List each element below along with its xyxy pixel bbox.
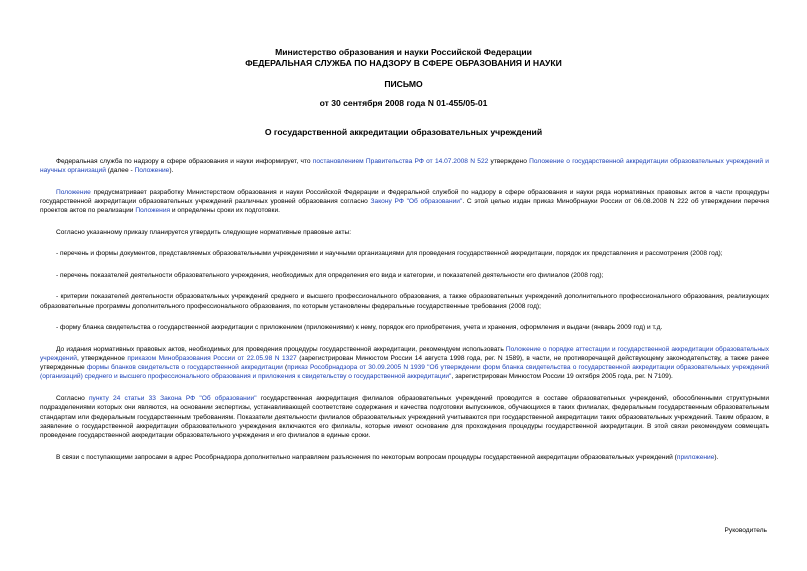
link-regulation[interactable]: Положение bbox=[56, 188, 91, 196]
paragraph-5: - перечень показателей деятельности образовательного учреждения, необходимых для определения его вида и категории, и показателей деятельности его филиалов (2008 год); bbox=[56, 271, 604, 279]
paragraph-6: - критерии показателей деятельности образовательных учреждений среднего и высшего профессионального образования, а также образовательных учреждений дополнительного профессионального образования, реализующих образовательные программы дополнительного профессионального образования, по которым установлены федеральные государственные требования (2008 год); bbox=[40, 293, 769, 310]
document-type: ПИСЬМО bbox=[384, 79, 423, 89]
link-law-article[interactable]: пункту 24 статьи 33 Закона РФ "Об образовании" bbox=[88, 394, 257, 402]
document-subject: О государственной аккредитации образовательных учреждений bbox=[264, 127, 543, 137]
service-name: ФЕДЕРАЛЬНАЯ СЛУЖБА ПО НАДЗОРУ В СФЕРЕ ОБРАЗОВАНИЯ И НАУКИ bbox=[245, 57, 562, 68]
document-body bbox=[40, 157, 769, 474]
link-regulation-genitive[interactable]: Положения bbox=[135, 207, 171, 215]
paragraph-1: Федеральная служба по надзору в сфере образования и науки информирует, что постановлением Правительства РФ от 14.07.2008 N 522 утверждено Положение о государственной аккредитации образовательных учреждений и научных организаций (далее - Положение). bbox=[40, 158, 769, 175]
link-appendix[interactable]: приложение bbox=[676, 453, 715, 461]
paragraph-7: - форму бланка свидетельства о государственной аккредитации с приложением (приложениями) к нему, порядок его приобретения, учета и хранения, оформления и выдачи (январь 2009 год) и т.д. bbox=[56, 324, 663, 332]
paragraph-4: - перечень и формы документов, представляемых образовательными учреждениями и научными организациями для проведения государственной аккредитации, порядок их представления и рассмотрения (2008 год); bbox=[56, 250, 723, 258]
paragraph-3: Согласно указанному приказу планируется утвердить следующие нормативные правовые акты: bbox=[56, 228, 352, 236]
link-government-decree[interactable]: постановлением Правительства РФ от 14.07.2008 N 522 bbox=[312, 158, 489, 165]
ministry-name: Министерство образования и науки Российской Федерации bbox=[275, 47, 532, 57]
paragraph-10: В связи с поступающими запросами в адрес Рособрнадзора дополнительно направляем разъяснения по некоторым вопросам процедуры государственной аккредитации образовательных учреждений (приложение). bbox=[56, 453, 719, 461]
link-accreditation-regulation[interactable]: Положение о государственной аккредитации образовательных учреждений и научных организаций bbox=[40, 158, 769, 175]
document-date: от 30 сентября 2008 года N 01-455/05-01 bbox=[319, 98, 488, 108]
paragraph-9: Согласно пункту 24 статьи 33 Закона РФ "Об образовании" государственная аккредитация филиалов образовательных учреждений проводится в составе образовательных учреждений, обособленными структурными подразделениями которых они являются, на основании экспертизы, устанавливающей соответствие содержания и качества подготовки выпускников, обучающихся в таких филиалах, федеральным государственным образовательным стандартам или федеральным государственным требованиям. Показатели деятельности филиалов образовательных учреждений учитываются при государственной аккредитации таких образовательных учреждений. Таким образом, в заявление о государственной аккредитации образовательного учреждения включаются его филиалы, которые имеют основание для прохождения процедуры государственной аккредитации. В этой связи рекомендуем совмещать проведение государственной аккредитации образовательного учреждения и его филиалов в единые сроки. bbox=[40, 394, 770, 440]
link-regulation-short[interactable]: Положение bbox=[134, 167, 170, 175]
link-rosobrnadzor-order[interactable]: приказ Рособрнадзора от 30.09.2005 N 1939 "Об утверждении форм бланка свидетельства о государственной аккредитации образовательных учреждений (организаций) среднего и высшего профессионального образования и приложения к свидетельству о государственной аккредитации" bbox=[40, 364, 770, 381]
paragraph-2: Положение предусматривает разработку Министерством образования и науки Российской Федерации и Федеральной службой по надзору в сфере образования и науки ряда нормативных правовых актов в части процедуры государственной аккредитации образовательных учреждений различных уровней образования согласно Закону РФ "Об образовании". С этой целью издан приказ Минобрнауки России от 06.08.2008 N 222 об утверждении перечня проектов актов по реализации Положения и определены сроки их подготовки. bbox=[40, 188, 769, 215]
link-attestation-regulation[interactable]: Положение о порядке аттестации и государственной аккредитации образовательных учреждений bbox=[40, 345, 770, 362]
link-ministry-order[interactable]: приказом Минобразования России от 22.05.98 N 1327 bbox=[127, 354, 297, 362]
link-education-law[interactable]: Закону РФ "Об образовании" bbox=[370, 198, 463, 206]
paragraph-8: До издания нормативных правовых актов, необходимых для проведения процедуры государственной аккредитации, рекомендуем использовать Положение о порядке аттестации и государственной аккредитации образовательных учреждений, утвержденное приказом Минобразования России от 22.05.98 N 1327 (зарегистрирован Минюстом России 14 августа 1998 года, рег. N 1589), в части, не противоречащей действующему законодательству, а также ранее утвержденные формы бланков свидетельств о государственной аккредитации (приказ Рособрнадзора от 30.09.2005 N 1939 "Об утверждении форм бланка свидетельства о государственной аккредитации образовательных учреждений (организаций) среднего и высшего профессионального образования и приложения к свидетельству о государственной аккредитации", зарегистрирован Минюстом России 19 октября 2005 года, рег. N 7109). bbox=[40, 345, 770, 381]
issuer-header bbox=[40, 47, 767, 68]
signature-title: Руководитель bbox=[724, 527, 767, 534]
link-certificate-forms[interactable]: формы бланков свидетельств о государственной аккредитации bbox=[86, 364, 283, 372]
